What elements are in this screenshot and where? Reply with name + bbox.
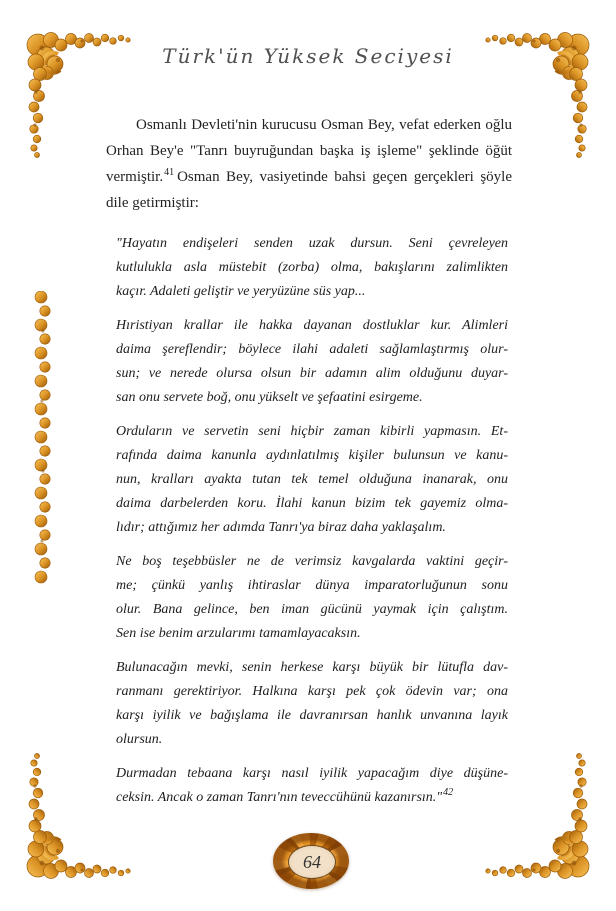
page-number: 64: [303, 851, 321, 872]
page-content: [106, 112, 512, 820]
quote-paragraph: [116, 314, 508, 410]
quote-line: me; çünkü yanlış ihtiraslar dünya imparatorluğunun sonu: [116, 578, 508, 593]
quote-line: Bulunacağın mevki, senin herkese karşı büyük bir lütufla dav-: [116, 660, 508, 675]
quote-line: olursun.: [116, 732, 163, 747]
quote-line: Ne boş teşebbüsler ne de verimsiz kavgalarda vaktini geçir-: [116, 554, 508, 569]
quote-paragraph: [116, 762, 508, 810]
quote-line: kutlulukla asla müstebit (zorba) olma, bakışlarını zalimlikten: [116, 260, 508, 275]
quote-paragraph: [116, 232, 508, 304]
page-title: Türk'ün Yüksek Seciyesi: [162, 44, 454, 68]
quote-line: ranmanı gerektiriyor. Halkına karşı pek çok ödevin var; ona: [116, 684, 508, 699]
intro-text: Osmanlı Devleti'nin kurucusu Osman Bey, vefat ederken oğlu Orhan Bey'e "Tanrı buyruğundan başka iş işleme" şeklinde öğüt vermiştir.: [106, 117, 512, 185]
quote-paragraph: [116, 420, 508, 540]
quote-line: olur. Bana gelince, ben iman gücünü yaymak için çalıştım.: [116, 602, 508, 617]
quote-line: Sen ise benim arzularımı tamamlayacaksın.: [116, 626, 361, 641]
quote-line: lıdır; attığımız her adımda Tanrı'ya biraz daha yaklaşalım.: [116, 520, 446, 535]
quote-line: san onu servete boğ, onu yükselt ve şefaatini esirgeme.: [116, 390, 423, 405]
intro-text-continued: Osman Bey, vasiyetinde bahsi geçen gerçekleri şöyle dile getirmiştir:: [106, 169, 512, 211]
footnote-ref-42: 42: [443, 787, 454, 799]
page-number-badge-center: [288, 845, 336, 879]
quote-line: kaçır. Adaleti geliştir ve yeryüzüne süs yap...: [116, 284, 366, 299]
quote-line: "Hayatın endişeleri senden uzak dursun. Seni çevreleyen: [116, 236, 508, 251]
footnote-ref-41: 41: [164, 167, 175, 178]
quote-line: Orduların ve servetin seni hiçbir zaman kibirli yapmasın. Et-: [116, 424, 508, 439]
quote-line: daima darbelerden koru. İlahi kanun bizim tek gayemiz olma-: [116, 496, 508, 511]
page-number-badge: [273, 833, 349, 889]
quote-line: karşı iyilik ve bağışlama ile davranırsan hanlık unvanına layık: [116, 708, 508, 723]
quote-line: nun, kralları ayakta tutan tek temel olduğuna inanarak, onu: [116, 472, 508, 487]
quote-paragraph: [116, 550, 508, 646]
quote-line: rafında daima kanunla aydınlatılmış kişiler bulunsun ve kanu-: [116, 448, 508, 463]
left-edge-vine-ornament: [34, 291, 52, 585]
quote-line: [116, 786, 508, 810]
quote-paragraph: [116, 656, 508, 752]
quote-line: sun; ve nerede olursa olsun bir adamın alim olduğunu duyar-: [116, 366, 508, 381]
quote-line: Hıristiyan krallar ile hakka dayanan dostluklar kur. Alimleri: [116, 318, 508, 333]
intro-paragraph: [106, 112, 512, 216]
quote-block: [116, 232, 508, 810]
quote-line: Durmadan tebaana karşı nasıl iyilik yapacağım diye düşüne-: [116, 766, 508, 781]
quote-line: daima şereflendir; böylece ilahi adaleti sağlamlaştırmış olur-: [116, 342, 508, 357]
quote-closing-text: ceksin. Ancak o zaman Tanrı'nın teveccühünü kazanırsın.": [116, 790, 443, 805]
